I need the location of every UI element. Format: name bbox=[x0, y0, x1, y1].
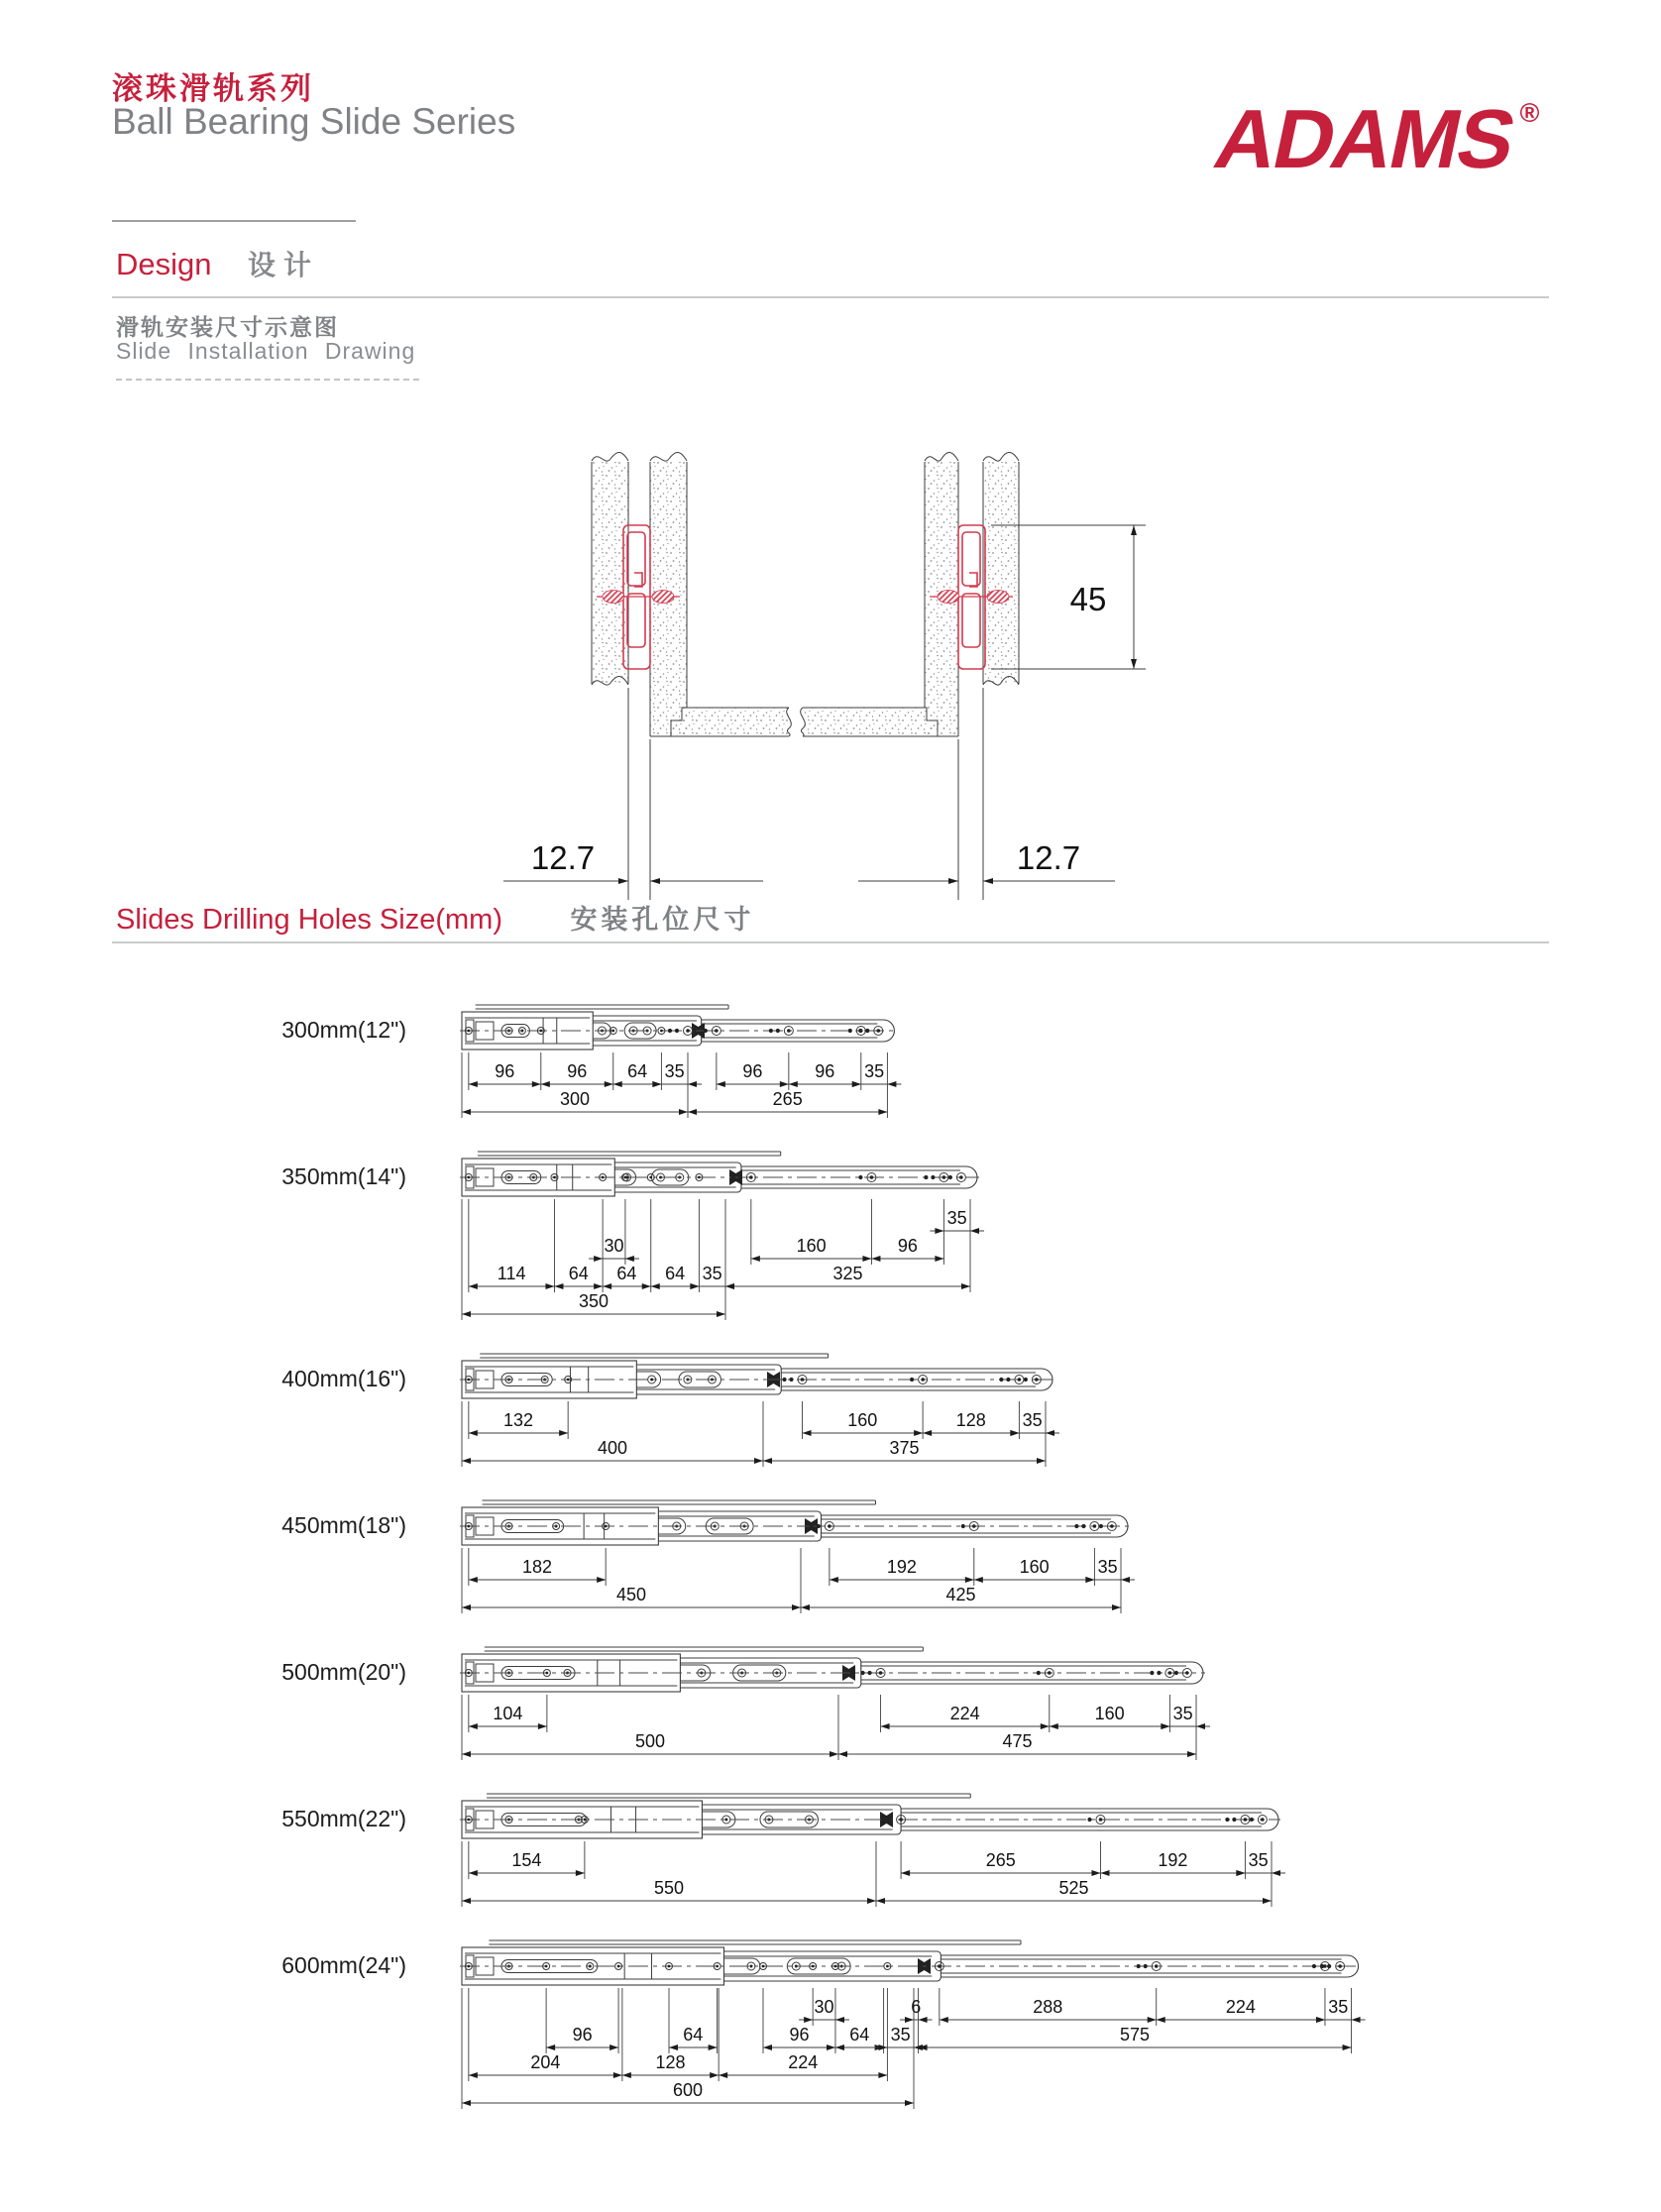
dimension-label: 96 bbox=[897, 1236, 918, 1256]
dimension-label: 96 bbox=[495, 1061, 515, 1081]
design-heading-en: Design bbox=[116, 247, 212, 281]
dimension-label: 128 bbox=[955, 1410, 986, 1430]
dimension-label: 64 bbox=[849, 2025, 870, 2045]
dimension-label: 35 bbox=[702, 1264, 722, 1283]
slide-row bbox=[0, 997, 1661, 1130]
slide-row bbox=[0, 1346, 1661, 1479]
slide-size-label: 600mm(24") bbox=[281, 1952, 406, 1978]
design-heading bbox=[116, 244, 319, 283]
dimension-label: 425 bbox=[945, 1585, 976, 1604]
dimension-label: 64 bbox=[627, 1061, 648, 1081]
dimension-label: 132 bbox=[502, 1410, 534, 1430]
dimension-label: 64 bbox=[616, 1264, 637, 1283]
dimension-label: 182 bbox=[521, 1557, 553, 1577]
dimension-label: 375 bbox=[889, 1438, 920, 1458]
slide-row bbox=[0, 1933, 1661, 2121]
dimension-level bbox=[469, 2052, 888, 2078]
dimension-label: 64 bbox=[683, 2025, 704, 2045]
dimension-label: 12.7 bbox=[530, 839, 596, 876]
drilling-heading-en: Slides Drilling Holes Size(mm) bbox=[116, 904, 502, 936]
drilling-heading bbox=[116, 898, 754, 937]
divider bbox=[112, 941, 1549, 943]
slide-size-label: 550mm(22") bbox=[281, 1806, 406, 1831]
dimension-label: 35 bbox=[890, 2025, 911, 2045]
dimension-level bbox=[589, 1236, 943, 1262]
dimension-label: 450 bbox=[615, 1585, 647, 1604]
dimension-label: 96 bbox=[789, 2025, 810, 2045]
dimension-label: 64 bbox=[665, 1264, 686, 1283]
slide-size-label: 400mm(16") bbox=[281, 1366, 406, 1391]
dimension-level bbox=[462, 1291, 725, 1317]
dimension-label: 400 bbox=[597, 1438, 628, 1458]
installation-drawing-svg bbox=[476, 434, 1209, 910]
dimension-label: 12.7 bbox=[1016, 839, 1081, 876]
dimension-label: 35 bbox=[864, 1061, 885, 1081]
dimension-level bbox=[462, 1089, 887, 1115]
dimension-label: 6 bbox=[911, 1997, 922, 2017]
installation-heading-cn: 滑轨安装尺寸示意图 bbox=[116, 314, 339, 340]
dimension-label: 160 bbox=[1019, 1557, 1050, 1577]
dimension-label: 154 bbox=[511, 1850, 542, 1870]
dimension-level bbox=[462, 1585, 1121, 1610]
dimension-level bbox=[469, 1061, 902, 1087]
dimension-label: 35 bbox=[1022, 1410, 1043, 1430]
dimension-label: 160 bbox=[796, 1236, 827, 1256]
screw-left bbox=[597, 591, 680, 604]
dashed-divider bbox=[116, 379, 419, 381]
page-title-cn: 滚珠滑轨系列 bbox=[112, 71, 314, 106]
registered-mark-icon: ® bbox=[1519, 98, 1538, 128]
screw-right bbox=[930, 591, 1013, 604]
dimension-label: 96 bbox=[572, 2025, 593, 2045]
dimension-label: 45 bbox=[1069, 581, 1107, 617]
dimension-label: 96 bbox=[742, 1061, 763, 1081]
dimension-label: 550 bbox=[653, 1878, 685, 1898]
dimension-label: 525 bbox=[1058, 1878, 1089, 1898]
brand-logo: ADAMS® bbox=[1207, 92, 1538, 185]
title-underline bbox=[112, 220, 356, 222]
design-heading-cn: 设计 bbox=[247, 250, 319, 280]
dimension-label: 35 bbox=[1248, 1850, 1269, 1870]
dimension-level bbox=[469, 1410, 1059, 1436]
dimension-label: 300 bbox=[559, 1089, 591, 1109]
dimension-label: 35 bbox=[1328, 1997, 1349, 2017]
slide-drawing bbox=[458, 997, 906, 1130]
dimension-label: 204 bbox=[530, 2052, 561, 2072]
slide-size-label: 450mm(18") bbox=[281, 1512, 406, 1538]
dimension-label: 160 bbox=[847, 1410, 878, 1430]
dimension-label: 128 bbox=[655, 2052, 686, 2072]
dimension-label: 35 bbox=[946, 1208, 967, 1228]
dimension-label: 192 bbox=[1158, 1850, 1188, 1870]
dimension-label: 224 bbox=[788, 2052, 819, 2072]
slide-drawing bbox=[458, 1639, 1214, 1772]
dimension-label: 104 bbox=[493, 1704, 523, 1723]
dimension-level bbox=[930, 1208, 984, 1234]
slide-drawing bbox=[458, 1144, 988, 1332]
dimension-label: 475 bbox=[1002, 1731, 1033, 1751]
dimension-label: 160 bbox=[1094, 1704, 1125, 1723]
slide-row bbox=[0, 1786, 1661, 1919]
slide-drawing bbox=[458, 1493, 1139, 1625]
dimension-label: 224 bbox=[1225, 1997, 1256, 2017]
dimension-label: 350 bbox=[578, 1291, 609, 1311]
slides-drilling-list bbox=[0, 997, 1661, 2135]
slide-size-label: 350mm(14") bbox=[281, 1163, 406, 1189]
dimension-level bbox=[469, 1704, 1210, 1729]
page-title-en: Ball Bearing Slide Series bbox=[112, 101, 516, 142]
dimension-label: 265 bbox=[985, 1850, 1016, 1870]
dimension-label: 500 bbox=[634, 1731, 666, 1751]
dimension-level bbox=[469, 1264, 970, 1289]
dimension-level bbox=[462, 1878, 1272, 1904]
dimension-level bbox=[546, 2025, 1351, 2050]
dimension-label: 575 bbox=[1120, 2025, 1151, 2045]
slide-size-label: 300mm(12") bbox=[281, 1017, 406, 1043]
dimension-label: 30 bbox=[814, 1997, 834, 2017]
dimension-level bbox=[462, 2080, 914, 2106]
dimension-label: 35 bbox=[1172, 1704, 1193, 1723]
dimension-level bbox=[469, 1557, 1135, 1583]
slide-drawing bbox=[458, 1346, 1063, 1479]
slide-size-label: 500mm(20") bbox=[281, 1659, 406, 1685]
dimension-label: 35 bbox=[664, 1061, 685, 1081]
cabinet-wall-right bbox=[983, 453, 1019, 686]
dimension-label: 224 bbox=[949, 1704, 980, 1723]
dimension-label: 114 bbox=[497, 1264, 526, 1283]
drilling-heading-cn: 安装孔位尺寸 bbox=[570, 905, 755, 935]
dimension-label: 96 bbox=[815, 1061, 835, 1081]
installation-drawing bbox=[476, 434, 1209, 910]
slide-row bbox=[0, 1144, 1661, 1332]
dimension-label: 64 bbox=[568, 1264, 589, 1283]
dimension-label: 35 bbox=[1097, 1557, 1118, 1577]
dimension-label: 30 bbox=[604, 1236, 624, 1256]
dimension-label: 265 bbox=[772, 1089, 803, 1109]
dimension-level bbox=[469, 1850, 1285, 1876]
installation-heading-en: Slide Installation Drawing bbox=[116, 338, 416, 364]
divider bbox=[112, 296, 1549, 298]
slide-drawing bbox=[458, 1786, 1289, 1919]
dimension-label: 325 bbox=[832, 1264, 863, 1283]
dimension-label: 600 bbox=[672, 2080, 704, 2100]
dimension-level bbox=[462, 1731, 1196, 1757]
dimension-level bbox=[462, 1438, 1046, 1464]
drawer-bottom bbox=[671, 708, 938, 736]
slide-drawing bbox=[458, 1933, 1370, 2121]
slide-row bbox=[0, 1639, 1661, 1772]
dimension-label: 192 bbox=[886, 1557, 917, 1577]
dimension-label: 288 bbox=[1033, 1997, 1063, 2017]
slide-row bbox=[0, 1493, 1661, 1625]
dimension-label: 96 bbox=[567, 1061, 588, 1081]
